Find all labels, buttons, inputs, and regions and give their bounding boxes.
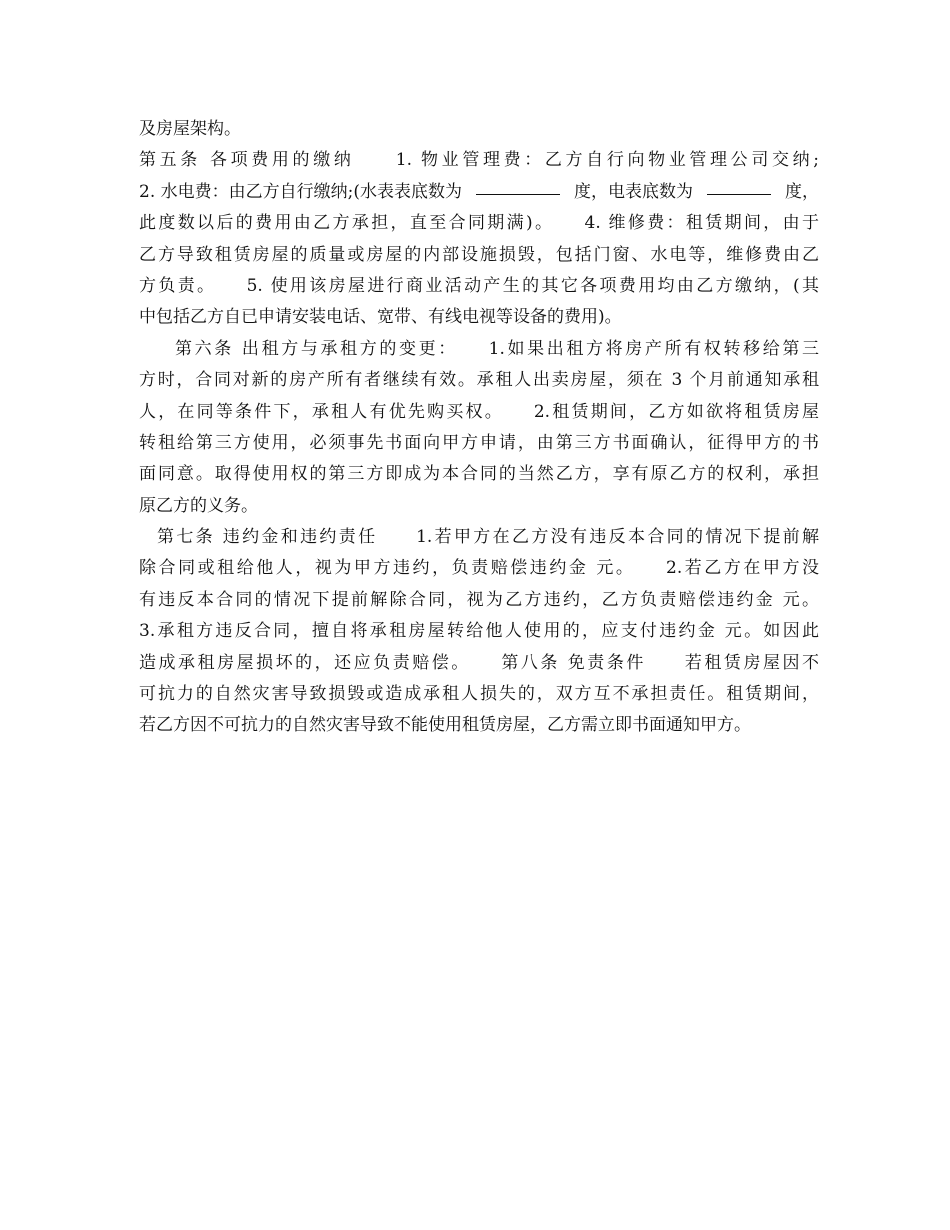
paragraph-line: 人，在同等条件下，承租人有优先购买权。 2.租赁期间，乙方如欲将租赁房屋	[139, 401, 819, 422]
paragraph-line: 3.承租方违反合同，擅自将承租房屋转给他人使用的，应支付违约金 元。如因此	[139, 621, 819, 642]
paragraph-line: 原乙方的义务。	[139, 495, 258, 516]
article-6-heading-line: 第六条 出租方与承租方的变更： 1.如果出租方将房产所有权转移给第三	[175, 338, 819, 359]
article-5-heading-line: 第五条 各项费用的缴纳 1. 物业管理费：乙方自行向物业管理公司交纳;	[139, 150, 819, 171]
paragraph-line: 此度数以后的费用由乙方承担，直至合同期满)。 4. 维修费：租赁期间，由于	[139, 213, 819, 234]
paragraph-line: 可抗力的自然灾害导致损毁或造成承租人损失的，双方互不承担责任。租赁期间，	[139, 684, 819, 705]
paragraph-line: 有违反本合同的情况下提前解除合同，视为乙方违约，乙方负责赔偿违约金 元。	[139, 589, 819, 610]
electric-meter-blank[interactable]	[707, 177, 771, 195]
paragraph-line: 面同意。取得使用权的第三方即成为本合同的当然乙方，享有原乙方的权利，承担	[139, 464, 819, 485]
water-meter-blank[interactable]	[476, 177, 560, 195]
paragraph-line: 若乙方因不可抗力的自然灾害导致不能使用租赁房屋，乙方需立即书面通知甲方。	[139, 715, 751, 736]
paragraph-line: 乙方导致租赁房屋的质量或房屋的内部设施损毁，包括门窗、水电等，维修费由乙	[139, 244, 819, 265]
electric-meter-text: 度，电表底数为	[573, 181, 693, 202]
paragraph-line: 中包括乙方自已申请安装电话、宽带、有线电视等设备的费用)。	[139, 307, 622, 328]
paragraph-line: 及房屋架构。	[139, 119, 241, 139]
water-meter-text: 2. 水电费：由乙方自行缴纳;(水表表底数为	[139, 181, 462, 202]
paragraph-line: 方时，合同对新的房产所有者继续有效。承租人出卖房屋，须在 3 个月前通知承租	[139, 370, 819, 391]
paragraph-line: 转租给第三方使用，必须事先书面向甲方申请，由第三方书面确认，征得甲方的书	[139, 432, 819, 453]
utilities-line	[139, 177, 819, 208]
degree-unit-text: 度，	[784, 181, 819, 202]
article-8-line: 造成承租房屋损坏的，还应负责赔偿。 第八条 免责条件 若租赁房屋因不	[139, 652, 819, 673]
paragraph-line: 方负责。 5. 使用该房屋进行商业活动产生的其它各项费用均由乙方缴纳，(其	[139, 275, 819, 296]
paragraph-line: 除合同或租给他人，视为甲方违约，负责赔偿违约金 元。 2.若乙方在甲方没	[139, 558, 819, 579]
contract-text-body	[139, 114, 819, 742]
article-7-heading-line: 第七条 违约金和违约责任 1.若甲方在乙方没有违反本合同的情况下提前解	[157, 527, 819, 548]
